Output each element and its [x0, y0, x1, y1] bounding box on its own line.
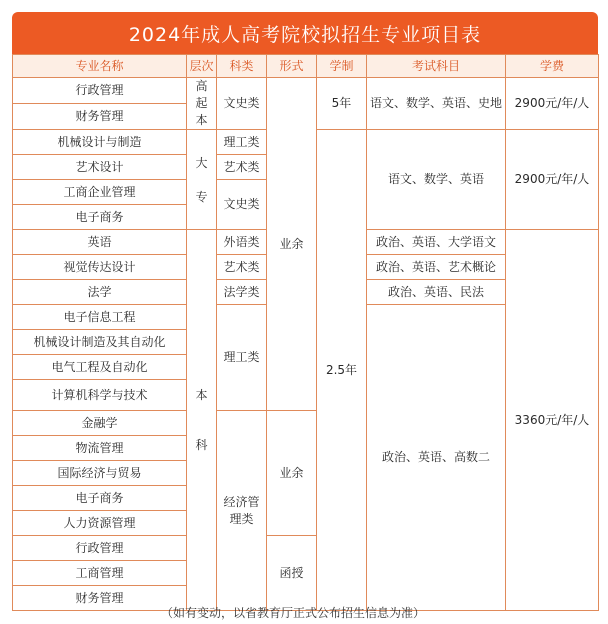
subjects-cell: 政治、英语、大学语文	[367, 230, 506, 255]
level-text: 大专	[195, 155, 208, 204]
major-cell: 物流管理	[13, 436, 187, 461]
category-cell: 理工类	[217, 130, 267, 155]
fee-cell: 3360元/年/人	[506, 230, 599, 611]
header-level: 层次	[187, 55, 217, 78]
duration-cell: 2.5年	[317, 130, 367, 611]
category-cell	[217, 411, 267, 611]
major-cell: 电子商务	[13, 486, 187, 511]
major-cell: 电气工程及自动化	[13, 355, 187, 380]
fee-cell: 2900元/年/人	[506, 78, 599, 130]
form-cell: 函授	[267, 536, 317, 611]
header-major: 专业名称	[13, 55, 187, 78]
category-cell: 文史类	[217, 78, 267, 130]
subjects-cell: 政治、英语、高数二	[367, 305, 506, 611]
major-cell: 视觉传达设计	[13, 255, 187, 280]
subjects-cell: 语文、数学、英语	[367, 130, 506, 230]
major-cell: 电子商务	[13, 205, 187, 230]
form-cell: 业余	[267, 78, 317, 411]
table-row	[13, 78, 599, 104]
table-title: 2024年成人高考院校拟招生专业项目表	[12, 12, 598, 54]
major-cell: 电子信息工程	[13, 305, 187, 330]
major-cell: 行政管理	[13, 536, 187, 561]
major-cell: 法学	[13, 280, 187, 305]
header-form: 形式	[267, 55, 317, 78]
major-cell: 国际经济与贸易	[13, 461, 187, 486]
major-cell: 机械设计制造及其自动化	[13, 330, 187, 355]
level-text: 本科	[195, 388, 208, 452]
header-category: 科类	[217, 55, 267, 78]
major-cell: 计算机科学与技术	[13, 380, 187, 411]
duration-cell: 5年	[317, 78, 367, 130]
major-cell: 金融学	[13, 411, 187, 436]
major-cell: 艺术设计	[13, 155, 187, 180]
table-frame	[12, 12, 598, 605]
category-cell: 理工类	[217, 305, 267, 411]
major-cell: 财务管理	[13, 586, 187, 611]
category-cell: 艺术类	[217, 255, 267, 280]
major-cell: 机械设计与制造	[13, 130, 187, 155]
major-cell: 财务管理	[13, 104, 187, 130]
major-cell: 人力资源管理	[13, 511, 187, 536]
level-text: 高起本	[195, 79, 208, 127]
category-cell: 文史类	[217, 180, 267, 230]
major-cell: 英语	[13, 230, 187, 255]
form-cell: 业余	[267, 411, 317, 536]
subjects-cell: 语文、数学、英语、史地	[367, 78, 506, 130]
header-subjects: 考试科目	[367, 55, 506, 78]
level-cell	[187, 130, 217, 230]
header-duration: 学制	[317, 55, 367, 78]
level-cell	[187, 230, 217, 611]
level-cell	[187, 78, 217, 130]
major-cell: 工商管理	[13, 561, 187, 586]
category-text: 经济管理类	[223, 494, 260, 526]
footnote: （如有变动，以省教育厅正式公布招生信息为准）	[160, 606, 425, 620]
fee-cell: 2900元/年/人	[506, 130, 599, 230]
category-cell: 外语类	[217, 230, 267, 255]
category-cell: 法学类	[217, 280, 267, 305]
category-cell: 艺术类	[217, 155, 267, 180]
subjects-cell: 政治、英语、艺术概论	[367, 255, 506, 280]
program-table	[12, 54, 599, 611]
major-cell: 行政管理	[13, 78, 187, 104]
subjects-cell: 政治、英语、民法	[367, 280, 506, 305]
major-cell: 工商企业管理	[13, 180, 187, 205]
header-row	[13, 55, 599, 78]
header-fee: 学费	[506, 55, 599, 78]
